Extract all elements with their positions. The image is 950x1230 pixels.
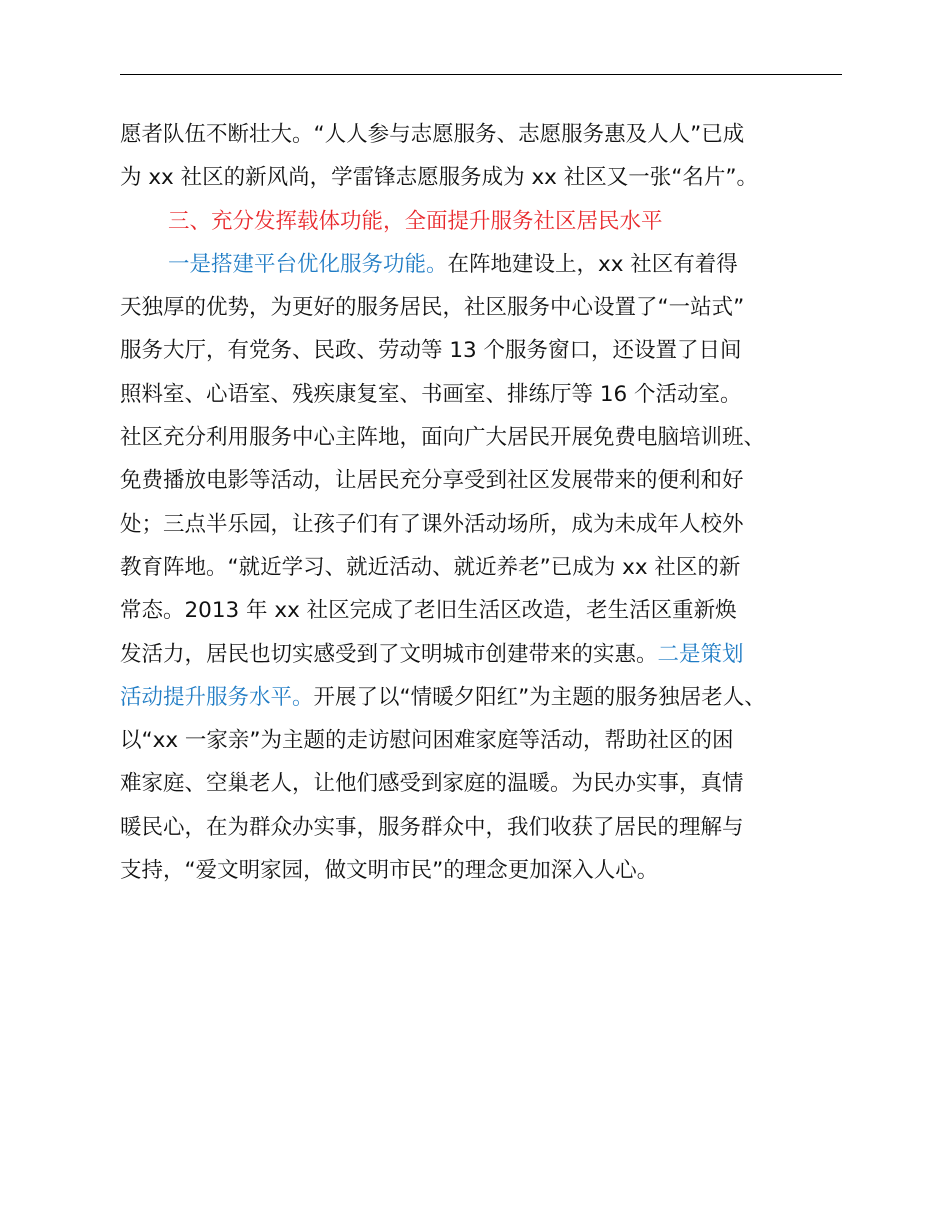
paragraph-line: 社区充分利用服务中心主阵地，面向广大居民开展免费电脑培训班、: [120, 425, 766, 451]
highlight-phrase: 一是搭建平台优化服务功能。: [168, 251, 448, 277]
paragraph-line: 免费播放电影等活动，让居民充分享受到社区发展带来的便利和好: [120, 468, 744, 494]
header-rule: [120, 74, 842, 75]
paragraph-line: [120, 633, 848, 676]
paragraph-line: 常态。2013 年 xx 社区完成了老旧生活区改造，老生活区重新焕: [120, 598, 737, 624]
paragraph-line: 暖民心，在为群众办实事，服务群众中，我们收获了居民的理解与: [120, 814, 744, 840]
paragraph-line: [120, 243, 848, 286]
highlight-phrase: 二是策划: [657, 641, 744, 667]
document-body: [120, 113, 848, 892]
paragraph-line: 为 xx 社区的新风尚，学雷锋志愿服务成为 xx 社区又一张“名片”。: [120, 165, 759, 191]
paragraph-line: 天独厚的优势，为更好的服务居民，社区服务中心设置了“一站式”: [120, 295, 745, 321]
paragraph-line: [120, 676, 848, 719]
paragraph-line: 服务大厅，有党务、民政、劳动等 13 个服务窗口，还设置了日间: [120, 338, 742, 364]
paragraph-text: 在阵地建设上，xx 社区有着得: [447, 251, 738, 277]
paragraph-line: 愿者队伍不断壮大。“人人参与志愿服务、志愿服务惠及人人”已成: [120, 122, 745, 147]
paragraph-line: 支持，“爱文明家园，做文明市民”的理念更加深入人心。: [120, 858, 659, 884]
paragraph-line: 难家庭、空巢老人，让他们感受到家庭的温暖。为民办实事，真情: [120, 771, 744, 797]
paragraph-line: 教育阵地。“就近学习、就近活动、就近养老”已成为 xx 社区的新: [120, 554, 741, 580]
highlight-phrase: 活动提升服务水平。: [120, 684, 314, 710]
paragraph-text: 开展了以“情暖夕阳红”为主题的服务独居老人、: [313, 684, 766, 710]
paragraph-line: 处；三点半乐园，让孩子们有了课外活动场所，成为未成年人校外: [120, 511, 744, 537]
paragraph-line: 以“xx 一家亲”为主题的走访慰问困难家庭等活动，帮助社区的困: [120, 728, 734, 754]
paragraph-line: 照料室、心语室、残疾康复室、书画室、排练厅等 16 个活动室。: [120, 381, 742, 407]
section-heading: 三、充分发挥载体功能，全面提升服务社区居民水平: [168, 208, 663, 234]
paragraph-text: 发活力，居民也切实感受到了文明城市创建带来的实惠。: [120, 641, 658, 667]
